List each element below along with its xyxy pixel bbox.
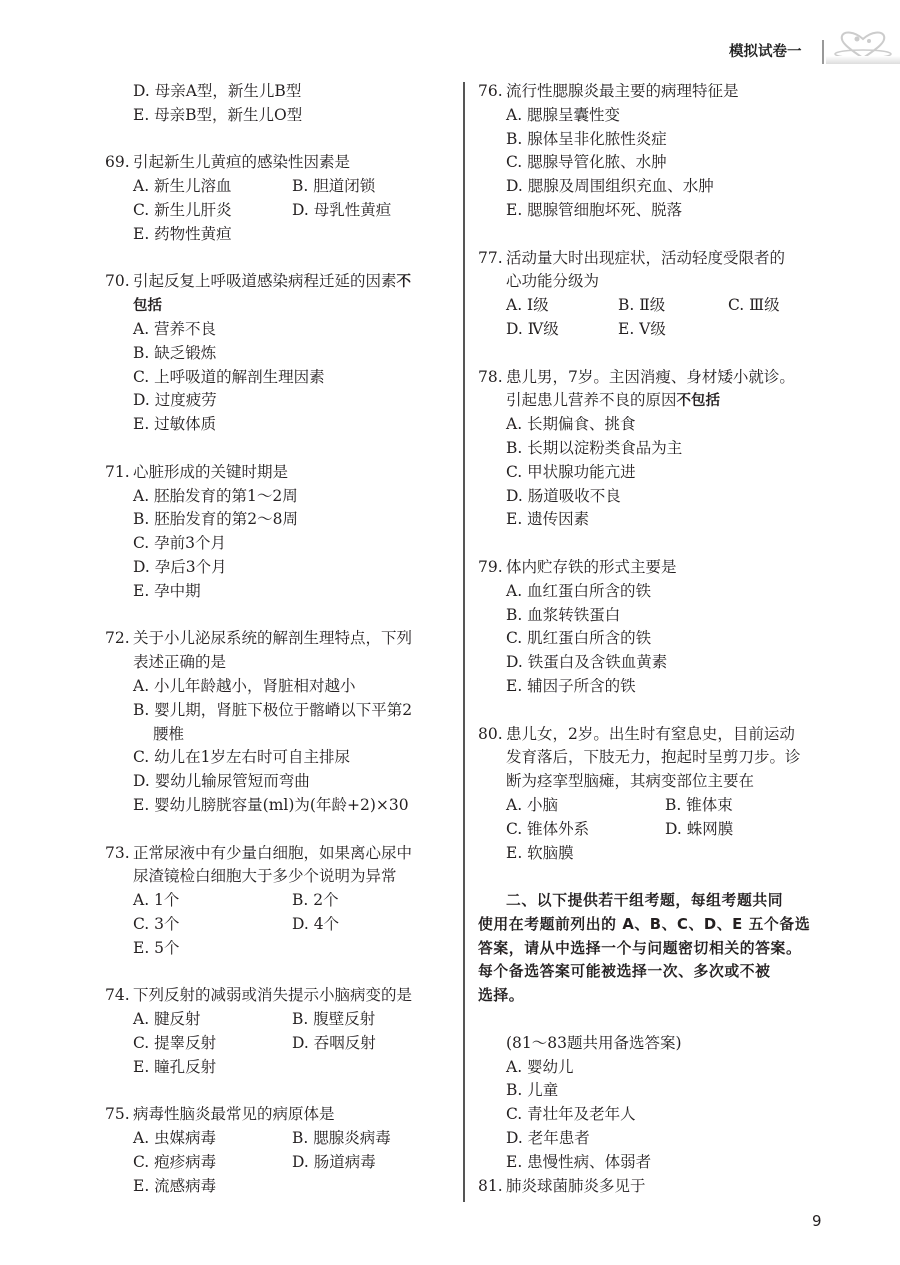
blank-line (105, 247, 460, 271)
section-instruction-line (478, 889, 818, 913)
answer-option: A. 腱反射 (133, 1010, 201, 1029)
option-row (478, 199, 818, 223)
option-row (105, 342, 460, 366)
answer-option: E. 婴幼儿膀胱容量(ml)为(年龄+2)×30 (133, 795, 409, 814)
option-row (478, 627, 818, 651)
blank-line (478, 342, 818, 366)
option-row (105, 318, 460, 342)
answer-option: A. 1个 (133, 891, 180, 910)
option-row (478, 294, 818, 318)
answer-option: B. 2个 (292, 891, 339, 910)
option-row (478, 794, 818, 818)
option-row (105, 532, 460, 556)
question-number: 77. (478, 248, 503, 267)
answer-option: B. 腺体呈非化脓性炎症 (506, 129, 667, 148)
section-instruction-line (478, 984, 818, 1008)
blank-line (105, 437, 460, 461)
option-row (105, 913, 460, 937)
option-row (105, 1151, 460, 1175)
option-row (105, 889, 460, 913)
answer-option: A. 胚胎发育的第1～2周 (133, 486, 298, 505)
question-continuation (478, 1032, 818, 1056)
blank-line (105, 818, 460, 842)
answer-option: E. 腮腺管细胞坏死、脱落 (506, 200, 683, 219)
answer-option: E. 药物性黄疸 (133, 224, 232, 243)
answer-option: D. 4个 (292, 914, 340, 933)
answer-option: 腰椎 (153, 724, 185, 743)
option-row (105, 1032, 460, 1056)
answer-option: D. 腮腺及周围组织充血、水肿 (506, 177, 714, 196)
answer-option: D. 孕后3个月 (133, 557, 227, 576)
right-column (478, 80, 818, 1198)
question-text: 下列反射的减弱或消失提示小脑病变的是 (133, 986, 413, 1005)
answer-option: C. 提睾反射 (133, 1033, 217, 1052)
option-row (478, 461, 818, 485)
answer-option: A. 腮腺呈囊性变 (506, 105, 621, 124)
option-row (105, 1008, 460, 1032)
section-instruction-line (478, 913, 818, 937)
answer-option: E. 辅因子所含的铁 (506, 676, 636, 695)
option-row (105, 389, 460, 413)
answer-option: E. 遗传因素 (506, 510, 590, 529)
answer-option: E. 5个 (133, 938, 180, 957)
answer-option: D. 肠道吸收不良 (506, 486, 621, 505)
option-row (105, 366, 460, 390)
continuation-text: 表述正确的是 (133, 653, 227, 672)
question-stem (478, 556, 818, 580)
option-row (478, 1151, 818, 1175)
option-row (105, 508, 460, 532)
answer-option: E. Ⅴ级 (618, 319, 666, 338)
answer-option: C. 3个 (133, 914, 180, 933)
page-number: 9 (812, 1212, 822, 1230)
option-row (478, 485, 818, 509)
instruction-text: 选择。 (478, 987, 525, 1005)
question-stem (105, 151, 460, 175)
section-instruction-line (478, 960, 818, 984)
answer-option: B. 胚胎发育的第2～8周 (133, 510, 298, 529)
option-row (105, 1127, 460, 1151)
question-continuation (105, 865, 460, 889)
question-text: 活动量大时出现症状，活动轻度受限者的 (506, 248, 786, 267)
blank-line (105, 1079, 460, 1103)
continuation-text: 引起患儿营养不良的原因 (506, 391, 677, 410)
answer-option: B. 腮腺炎病毒 (292, 1129, 391, 1148)
answer-option: E. 患慢性病、体弱者 (506, 1152, 652, 1171)
question-stem (478, 366, 818, 390)
question-text: 患儿男，7岁。主因消瘦、身材矮小就诊。 (506, 367, 795, 386)
option-row (478, 604, 818, 628)
answer-option: B. 腹壁反射 (292, 1010, 376, 1029)
option-row (105, 413, 460, 437)
question-text: 心脏形成的关键时期是 (133, 462, 289, 481)
answer-option: C. 腮腺导管化脓、水肿 (506, 153, 667, 172)
option-row (105, 1056, 460, 1080)
question-text: 引起新生儿黄疸的感染性因素是 (133, 153, 351, 172)
answer-option: A. 血红蛋白所含的铁 (506, 581, 652, 600)
answer-option: A. 虫媒病毒 (133, 1129, 217, 1148)
question-text: 引起反复上呼吸道感染病程迁延的因素 (133, 272, 397, 291)
continuation-text: 尿渣镜检白细胞大于多少个说明为异常 (133, 867, 397, 886)
answer-option: B. 锥体束 (665, 795, 733, 814)
continuation-text: 心功能分级为 (506, 272, 600, 291)
question-text: 病毒性脑炎最常见的病原体是 (133, 1105, 335, 1124)
question-stem (105, 984, 460, 1008)
option-row (478, 508, 818, 532)
question-number: 69. (105, 153, 130, 172)
question-number: 78. (478, 367, 503, 386)
question-text: 患儿女，2岁。出生时有窒息史，目前运动 (506, 724, 795, 743)
answer-option: D. Ⅳ级 (506, 319, 559, 338)
question-number: 80. (478, 724, 503, 743)
answer-option: A. 长期偏食、挑食 (506, 415, 636, 434)
option-row (105, 794, 460, 818)
answer-option: B. 儿童 (506, 1081, 559, 1100)
option-row (478, 437, 818, 461)
answer-option: B. 胆道闭锁 (292, 177, 376, 196)
option-row (105, 746, 460, 770)
question-stem (478, 723, 818, 747)
option-row (478, 413, 818, 437)
answer-option: E. 孕中期 (133, 581, 201, 600)
option-row (105, 770, 460, 794)
question-number: 81. (478, 1176, 503, 1195)
answer-option: C. 孕前3个月 (133, 534, 227, 553)
answer-option: E. 过敏体质 (133, 415, 217, 434)
blank-line (105, 960, 460, 984)
question-number: 71. (105, 462, 130, 481)
blank-line (478, 865, 818, 889)
answer-option: D. 蛛网膜 (665, 819, 734, 838)
option-row (105, 556, 460, 580)
question-text: 关于小儿泌尿系统的解剖生理特点，下列 (133, 629, 413, 648)
answer-option: A. 营养不良 (133, 319, 217, 338)
option-row (105, 675, 460, 699)
answer-option: D. 铁蛋白及含铁血黄素 (506, 653, 668, 672)
question-stem (478, 1175, 818, 1199)
option-row (105, 485, 460, 509)
question-stem (105, 842, 460, 866)
emphasis-text: 不包括 (676, 393, 721, 410)
answer-option: A. 小儿年龄越小，肾脏相对越小 (133, 676, 356, 695)
question-number: 72. (105, 629, 130, 648)
instruction-text: 使用在考题前列出的 A、B、C、D、E 五个备选 (478, 915, 811, 933)
option-row (478, 151, 818, 175)
question-number: 74. (105, 986, 130, 1005)
answer-option: E. 流感病毒 (133, 1176, 217, 1195)
question-number: 73. (105, 843, 130, 862)
blank-line (105, 604, 460, 628)
instruction-text: 答案，请从中选择一个与问题密切相关的答案。 (478, 939, 802, 957)
answer-option: B. 缺乏锻炼 (133, 343, 217, 362)
option-row (478, 128, 818, 152)
question-continuation (478, 770, 818, 794)
answer-option: C. 幼儿在1岁左右时可自主排尿 (133, 748, 351, 767)
question-number: 70. (105, 272, 130, 291)
blank-line (478, 532, 818, 556)
answer-option: D. 吞咽反射 (292, 1033, 376, 1052)
answer-option: E. 瞳孔反射 (133, 1057, 217, 1076)
instruction-text: 二、以下提供若干组考题，每组考题共同 (506, 892, 784, 910)
question-stem (478, 247, 818, 271)
emphasis-text: 不 (396, 274, 412, 291)
option-row (478, 104, 818, 128)
answer-option: E. 母亲B型，新生儿O型 (133, 105, 303, 124)
question-stem (478, 80, 818, 104)
answer-option: C. 疱疹病毒 (133, 1152, 217, 1171)
answer-option: C. 锥体外系 (506, 819, 590, 838)
question-continuation (105, 294, 460, 318)
continuation-text: (81～83题共用备选答案) (506, 1033, 682, 1052)
continuation-text: 断为痉挛型脑瘫，其病变部位主要在 (506, 772, 755, 791)
answer-option: C. Ⅲ级 (728, 296, 780, 315)
question-number: 79. (478, 557, 503, 576)
option-row (478, 651, 818, 675)
blank-line (478, 699, 818, 723)
blank-line (105, 128, 460, 152)
question-text: 肺炎球菌肺炎多见于 (506, 1176, 646, 1195)
option-row (478, 318, 818, 342)
option-row (105, 80, 460, 104)
option-row (478, 1127, 818, 1151)
running-title: 模拟试卷一 (729, 44, 802, 60)
page-header (0, 30, 900, 70)
question-stem (105, 270, 460, 294)
option-row (105, 580, 460, 604)
question-continuation (478, 746, 818, 770)
question-text: 流行性腮腺炎最主要的病理特征是 (506, 82, 739, 100)
answer-option: A. Ⅰ级 (506, 296, 549, 315)
answer-option: C. 青壮年及老年人 (506, 1105, 636, 1124)
question-stem (105, 1103, 460, 1127)
question-text: 正常尿液中有少量白细胞，如果离心尿中 (133, 843, 413, 862)
answer-option: D. 母乳性黄疸 (292, 200, 392, 219)
answer-option: D. 过度疲劳 (133, 391, 217, 410)
answer-option: B. 婴儿期，肾脏下极位于髂嵴以下平第2 (133, 700, 413, 719)
blank-line (478, 223, 818, 247)
question-number: 76. (478, 82, 503, 100)
question-text: 体内贮存铁的形式主要是 (506, 557, 677, 576)
answer-option: D. 婴幼儿输尿管短而弯曲 (133, 772, 310, 791)
question-number: 75. (105, 1105, 130, 1124)
answer-option: D. 母亲A型，新生儿B型 (133, 82, 302, 100)
answer-option: B. 长期以淀粉类食品为主 (506, 438, 683, 457)
question-continuation (105, 651, 460, 675)
option-row (105, 199, 460, 223)
answer-option: C. 甲状腺功能亢进 (506, 462, 636, 481)
option-row (478, 1103, 818, 1127)
option-row (478, 1056, 818, 1080)
blank-line (478, 1008, 818, 1032)
option-row (478, 580, 818, 604)
answer-option: A. 小脑 (506, 795, 559, 814)
continuation-text: 发育落后，下肢无力，抱起时呈剪刀步。诊 (506, 748, 801, 767)
option-row (105, 104, 460, 128)
option-row (478, 818, 818, 842)
question-stem (105, 461, 460, 485)
left-column (105, 80, 460, 1198)
answer-option: E. 软脑膜 (506, 843, 574, 862)
answer-option: B. 血浆转铁蛋白 (506, 605, 621, 624)
instruction-text: 每个备选答案可能被选择一次、多次或不被 (478, 963, 771, 981)
answer-option: D. 老年患者 (506, 1129, 590, 1148)
option-row (478, 1079, 818, 1103)
question-stem (105, 627, 460, 651)
answer-option: B. Ⅱ级 (618, 296, 666, 315)
answer-option: A. 婴幼儿 (506, 1057, 574, 1076)
emphasis-text: 包括 (133, 298, 162, 315)
answer-option: D. 肠道病毒 (292, 1152, 376, 1171)
option-row (478, 675, 818, 699)
answer-option: C. 上呼吸道的解剖生理因素 (133, 367, 325, 386)
option-row (105, 223, 460, 247)
answer-option: A. 新生儿溶血 (133, 177, 232, 196)
answer-option: C. 新生儿肝炎 (133, 200, 232, 219)
header-gradient-bar (826, 56, 900, 64)
option-row (105, 1175, 460, 1199)
option-row (478, 842, 818, 866)
answer-option: C. 肌红蛋白所含的铁 (506, 629, 652, 648)
option-row (105, 937, 460, 961)
header-separator (822, 40, 824, 64)
option-row (478, 175, 818, 199)
column-divider (463, 82, 465, 1202)
question-continuation (478, 270, 818, 294)
option-row (105, 699, 460, 723)
section-instruction-line (478, 937, 818, 961)
option-row (105, 723, 460, 747)
option-row (105, 175, 460, 199)
question-continuation (478, 389, 818, 413)
